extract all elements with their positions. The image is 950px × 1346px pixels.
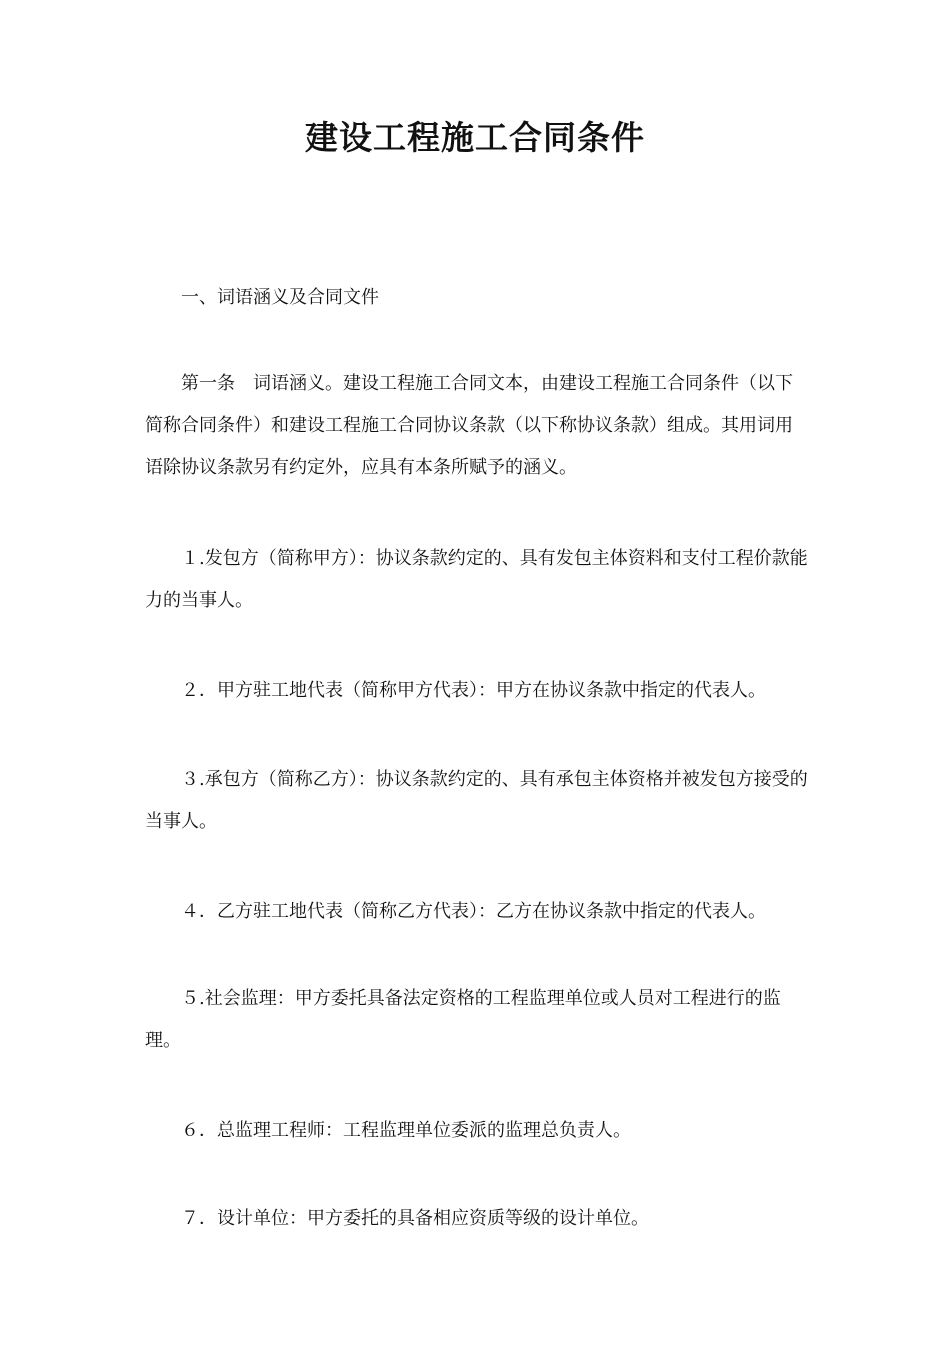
paragraph-article-1: 第一条 词语涵义。建设工程施工合同文本，由建设工程施工合同条件（以下简称合同条件）和建设工程施工合同协议条款（以下称协议条款）组成。其用词用语除协议条款另有约定外，应具有本条所赋予的涵义。 xyxy=(145,373,793,478)
paragraph-item-2: ２．甲方驻工地代表（简称甲方代表）：甲方在协议条款中指定的代表人。 xyxy=(181,680,766,701)
paragraph-item-7: ７．设计单位：甲方委托的具备相应资质等级的设计单位。 xyxy=(181,1208,649,1229)
paragraph-item-4: ４．乙方驻工地代表（简称乙方代表）：乙方在协议条款中指定的代表人。 xyxy=(181,901,766,922)
paragraph-item-3: ３.承包方（简称乙方）：协议条款约定的、具有承包主体资格并被发包方接受的当事人。 xyxy=(145,769,808,832)
document-title: 建设工程施工合同条件 xyxy=(305,118,645,157)
paragraph-item-6: ６．总监理工程师：工程监理单位委派的监理总负责人。 xyxy=(181,1120,631,1141)
section-heading: 一、词语涵义及合同文件 xyxy=(181,287,379,308)
paragraph-item-5: ５.社会监理：甲方委托具备法定资格的工程监理单位或人员对工程进行的监理。 xyxy=(145,988,781,1051)
paragraph-item-1: １.发包方（简称甲方）：协议条款约定的、具有发包主体资料和支付工程价款能力的当事人。 xyxy=(145,548,808,611)
